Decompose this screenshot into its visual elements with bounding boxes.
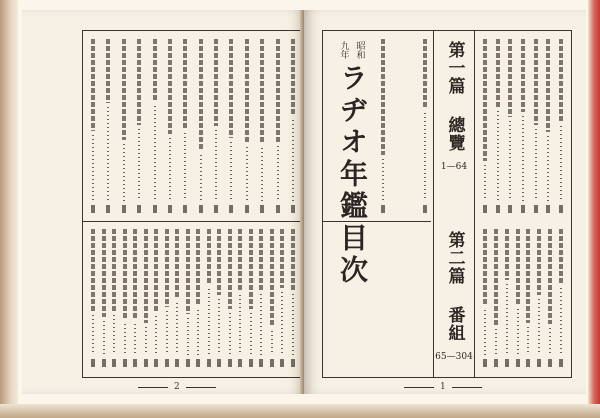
toc-entry-page [291,359,295,367]
toc-entry-text [186,229,190,314]
toc-entry-page [260,205,264,213]
toc-entry-leader [560,288,562,355]
section-2-heading: 第二篇 番組 [444,231,465,342]
toc-entry-leader [522,116,524,201]
toc-entry-page [559,359,563,367]
toc-entry-text [228,229,232,309]
toc-entry-leader [509,121,511,201]
toc-entry [508,39,512,215]
toc-entry [196,229,200,369]
toc-entry-page [153,205,157,213]
toc-entry-page [112,359,116,367]
toc-entry-page [199,205,203,213]
toc-entry [521,39,525,215]
toc-entry [153,39,157,215]
toc-entry-text [291,39,295,116]
toc-entry-text [505,229,509,280]
toc-entry-leader [382,159,384,201]
toc-entry [249,229,253,369]
toc-entry-text [102,229,106,317]
toc-entry [199,39,203,215]
toc-entry [291,39,295,215]
folio-rule [404,387,434,388]
toc-entry [260,39,264,215]
toc-entry-page [537,359,541,367]
toc-entry-page [526,359,530,367]
folio-rule [138,387,168,388]
toc-entry [144,229,148,369]
toc-entry-leader [92,315,94,355]
toc-entry-text [291,229,295,290]
toc-entry-leader [103,321,105,355]
year-note-era: 昭和 [354,41,365,59]
toc-entry-text [559,229,563,284]
section-2-pages: 65—304 [435,352,473,362]
toc-entry [483,229,487,369]
toc-entry-page [270,359,274,367]
right-folio [404,382,482,392]
toc-entry-leader [260,294,262,355]
toc-entry [559,39,563,215]
toc-entry [245,39,249,215]
toc-entry [516,229,520,369]
toc-entry-text [153,39,157,102]
toc-entry-text [508,39,512,117]
toc-entry [91,39,95,215]
right-page-divider [323,221,431,222]
section-2-box [433,221,475,377]
book-title: ラヂオ年鑑目次 [336,63,369,287]
toc-entry-text [270,229,274,327]
toc-entry [214,39,218,215]
toc-entry-text [137,39,141,125]
toc-entry [548,229,552,369]
toc-entry-page [245,205,249,213]
toc-entry-page [483,205,487,213]
toc-entry-text [207,229,211,285]
toc-entry-leader [277,146,279,201]
toc-entry-text [112,229,116,311]
toc-entry-leader [200,155,202,201]
toc-entry [259,229,263,369]
toc-entry-text [546,39,550,132]
folio-rule [452,387,482,388]
toc-entry [102,229,106,369]
toc-entry [546,39,550,215]
toc-entry-text [483,39,487,161]
toc-entry [526,229,530,369]
left-top-entry-columns [91,39,295,215]
toc-entry-leader [560,126,562,201]
toc-entry-page [196,359,200,367]
toc-entry-page [259,359,263,367]
toc-entry-text [154,229,158,312]
toc-entry [183,39,187,215]
toc-entry-page [496,205,500,213]
toc-entry-leader [229,313,231,355]
toc-entry [106,39,110,215]
toc-entry-page [238,359,242,367]
toc-entry [534,39,538,215]
toc-entry [228,229,232,369]
toc-entry-page [165,359,169,367]
toc-entry-leader [281,292,283,355]
left-page [22,10,304,394]
toc-entry [505,229,509,369]
toc-entry-leader [154,106,156,201]
toc-entry-leader [134,324,136,355]
right-page-frame [322,30,572,378]
toc-entry-page [229,205,233,213]
toc-entry-leader [495,329,497,355]
toc-entry-page [381,205,385,213]
toc-entry [112,229,116,369]
toc-entry-leader [527,327,529,355]
toc-entry-text [229,39,233,138]
toc-entry-leader [497,111,499,201]
left-bottom-entry-columns [91,229,295,369]
toc-entry-leader [549,328,551,355]
toc-entry-leader [169,138,171,201]
toc-entry-leader [123,144,125,201]
toc-entry-leader [484,310,486,355]
toc-entry-page [91,359,95,367]
toc-entry-text [106,39,110,103]
folio-rule [186,387,216,388]
toc-entry-leader [230,142,232,201]
toc-entry-text [183,39,187,129]
toc-entry-text [91,39,95,131]
toc-entry-text [133,229,137,320]
toc-entry-page [548,359,552,367]
toc-entry-page [186,359,190,367]
toc-entry-leader [261,148,263,201]
toc-entry-leader [113,315,115,355]
toc-entry-leader [246,147,248,201]
toc-entry-page [168,205,172,213]
toc-entry-page [175,359,179,367]
toc-entry-page [508,205,512,213]
toc-entry-text [214,39,218,126]
toc-entry-text [249,229,253,309]
toc-entry-page [91,205,95,213]
right-top-entry-columns [381,39,427,215]
toc-entry-text [260,39,264,144]
toc-entry-page [183,205,187,213]
toc-entry-text [526,229,530,323]
toc-entry-page [123,359,127,367]
toc-entry [186,229,190,369]
toc-entry-page [154,359,158,367]
toc-entry-text [483,229,487,306]
toc-entry-text [245,39,249,143]
toc-entry [537,229,541,369]
toc-entry-page [276,205,280,213]
toc-entry-text [238,229,242,291]
toc-entry-leader [107,107,109,201]
toc-entry-page [133,359,137,367]
section-1-pages: 1—64 [440,162,468,172]
toc-entry-leader [538,299,540,355]
toc-entry-text [144,229,148,323]
toc-entry-page [505,359,509,367]
toc-entry [276,39,280,215]
toc-entry-leader [145,327,147,355]
toc-entry-page [228,359,232,367]
toc-entry-leader [517,309,519,355]
toc-entry-leader [184,133,186,201]
toc-entry [238,229,242,369]
toc-entry [91,229,95,369]
toc-entry-page [546,205,550,213]
toc-entry-leader [155,316,157,355]
toc-entry-leader [506,284,508,355]
toc-entry-leader [271,331,273,355]
toc-entry-page [106,205,110,213]
toc-entry-text [196,229,200,306]
toc-entry-leader [218,299,220,355]
toc-entry-text [122,39,126,140]
toc-entry [229,39,233,215]
toc-entry-leader [138,129,140,201]
toc-entry-page [534,205,538,213]
title-column [329,31,375,377]
left-folio [138,382,216,392]
toc-entry-leader [484,165,486,201]
bottom-page-edge [0,404,600,418]
toc-entry-leader [292,294,294,355]
toc-entry-text [280,229,284,288]
toc-entry [423,39,427,215]
toc-entry-page [217,359,221,367]
toc-entry-page [144,359,148,367]
toc-entry [483,39,487,215]
toc-entry-leader [187,318,189,355]
year-note-year: 九年 [338,41,349,59]
toc-entry-leader [215,130,217,201]
toc-entry-text [534,39,538,125]
section-1-box [433,31,475,221]
left-folio-number: 2 [174,382,180,392]
toc-entry-page [280,359,284,367]
toc-entry-text [217,229,221,295]
toc-entry-page [291,205,295,213]
toc-entry-leader [292,120,294,201]
toc-entry [496,39,500,215]
toc-entry [154,229,158,369]
toc-entry-leader [208,289,210,355]
toc-entry-leader [92,135,94,201]
right-page-edge [588,0,600,418]
toc-entry [168,39,172,215]
toc-entry-text [537,229,541,295]
right-page [304,10,586,394]
toc-entry-leader [124,324,126,355]
toc-entry-page [214,205,218,213]
toc-entry-page [122,205,126,213]
toc-entry [381,39,385,215]
toc-entry [137,39,141,215]
year-note [338,41,367,59]
toc-entry-leader [197,310,199,355]
toc-entry-page [483,359,487,367]
toc-entry [280,229,284,369]
left-page-divider [83,221,303,222]
toc-entry-leader [176,303,178,355]
toc-entry-page [207,359,211,367]
toc-entry [270,229,274,369]
toc-entry-text [521,39,525,112]
toc-entry-page [521,205,525,213]
toc-entry [133,229,137,369]
toc-entry-page [249,359,253,367]
toc-entry [122,39,126,215]
right-folio-number: 1 [440,382,446,392]
toc-entry-text [559,39,563,122]
toc-entry [165,229,169,369]
toc-entry [207,229,211,369]
right-bottom-entry-columns [483,229,563,369]
toc-entry-text [496,39,500,107]
toc-entry [123,229,127,369]
toc-entry-page [137,205,141,213]
toc-entry-text [548,229,552,324]
toc-entry [175,229,179,369]
toc-entry-text [259,229,263,290]
section-1-heading: 第一篇 總覽 [444,41,465,152]
toc-entry-leader [547,136,549,201]
toc-entry-text [165,229,169,307]
toc-entry-leader [535,129,537,201]
toc-entry-page [423,205,427,213]
toc-entry-page [516,359,520,367]
toc-entry-leader [166,311,168,355]
toc-entry-text [276,39,280,142]
toc-entry-text [199,39,203,151]
toc-entry [559,229,563,369]
toc-entry [217,229,221,369]
toc-entry-text [91,229,95,311]
right-top-entry-columns-far [483,39,563,215]
left-page-edge [0,0,18,418]
left-page-frame [82,30,304,378]
toc-entry-text [494,229,498,325]
toc-entry-leader [250,313,252,355]
toc-entry-text [175,229,179,299]
toc-entry [494,229,498,369]
toc-entry-page [494,359,498,367]
toc-entry [291,229,295,369]
toc-entry-text [123,229,127,320]
toc-entry-text [423,39,427,109]
toc-entry-text [381,39,385,155]
toc-entry-page [102,359,106,367]
toc-entry-page [559,205,563,213]
toc-entry-leader [239,295,241,355]
toc-entry-text [168,39,172,134]
toc-entry-leader [424,113,426,201]
toc-entry-text [516,229,520,305]
